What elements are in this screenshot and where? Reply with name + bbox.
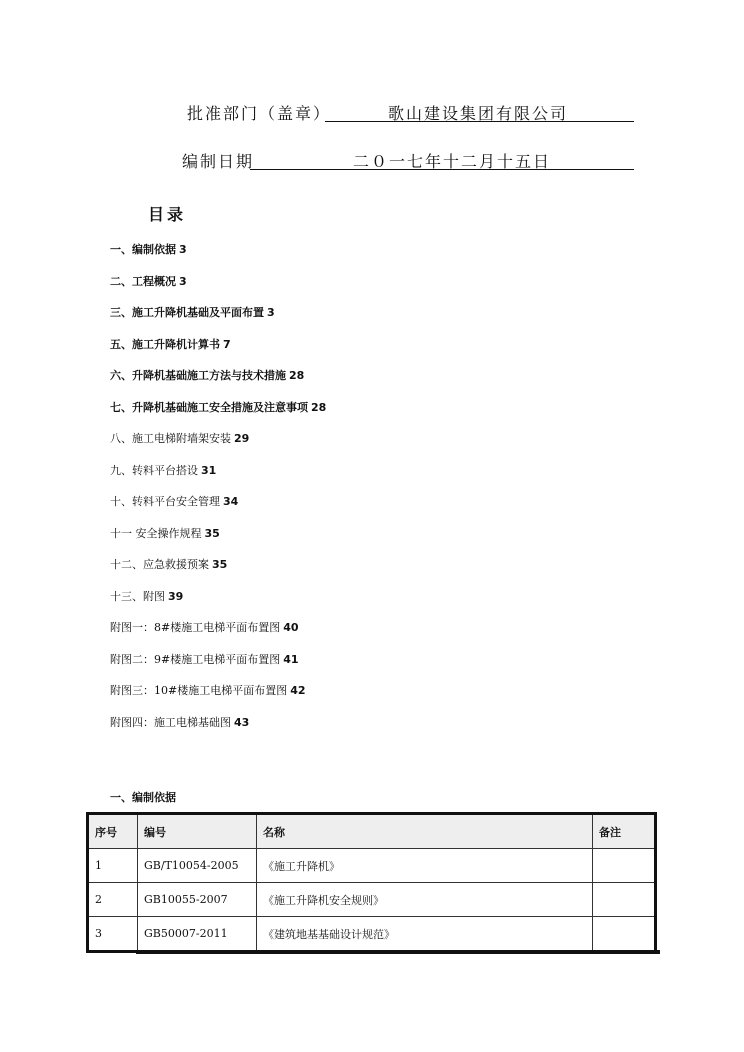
header-cell: 备注 <box>593 814 656 849</box>
toc-item-page: 3 <box>179 274 187 288</box>
date-label: 编制日期 <box>182 152 255 171</box>
table-cell: GB/T10054-2005 <box>138 849 257 883</box>
toc-item-page: 3 <box>267 306 275 319</box>
toc-item[interactable] <box>110 336 231 352</box>
toc-item-page: 41 <box>283 652 299 666</box>
toc-item[interactable] <box>110 304 275 320</box>
toc-item-label: 九、转料平台搭设 <box>110 463 198 477</box>
toc-item-page: 7 <box>223 337 231 351</box>
toc-item-label: 十三、附图 <box>110 589 165 603</box>
toc-item-label: 十一 安全操作规程 <box>110 526 202 540</box>
toc-item-page: 29 <box>234 432 250 445</box>
toc-item-label: 附图一：8#楼施工电梯平面布置图 <box>110 621 281 634</box>
toc-item-page: 39 <box>168 589 184 603</box>
table-cell: 3 <box>88 917 138 952</box>
toc-item-label: 七、升降机基础施工安全措施及注意事项 <box>110 400 308 414</box>
toc-item[interactable] <box>110 556 227 572</box>
table-cell: GB10055-2007 <box>138 883 257 917</box>
toc-item-label: 十二、应急救援预案 <box>110 558 209 571</box>
table-shadow <box>136 950 660 954</box>
toc-item[interactable] <box>110 367 304 383</box>
toc-item-label: 二、工程概况 <box>110 274 176 288</box>
toc-item[interactable] <box>110 588 183 604</box>
toc-item[interactable] <box>110 682 306 698</box>
toc-item[interactable] <box>110 430 249 446</box>
reference-table <box>86 812 657 953</box>
toc-item[interactable] <box>110 651 299 667</box>
approval-underline <box>325 121 634 122</box>
table-cell <box>593 883 656 917</box>
table-cell: GB50007-2011 <box>138 917 257 952</box>
table-cell: 2 <box>88 883 138 917</box>
header-cell: 编号 <box>138 814 257 849</box>
toc-item-page: 3 <box>179 243 187 256</box>
toc-item-label: 附图二：9#楼施工电梯平面布置图 <box>110 652 281 666</box>
toc-item-label: 附图三：10#楼施工电梯平面布置图 <box>110 684 288 697</box>
date-underline <box>250 169 634 170</box>
table-cell: 《施工升降机》 <box>257 849 593 883</box>
toc-item[interactable] <box>110 714 249 730</box>
table-row <box>88 883 656 917</box>
table-cell <box>593 849 656 883</box>
toc-item[interactable] <box>110 241 187 257</box>
toc-item-page: 35 <box>212 558 228 571</box>
table-cell: 1 <box>88 849 138 883</box>
toc-item[interactable] <box>110 273 187 289</box>
toc-item[interactable] <box>110 399 326 415</box>
toc-item-page: 35 <box>204 526 220 540</box>
table-cell <box>593 917 656 952</box>
approval-value: 歌山建设集团有限公司 <box>388 104 569 123</box>
toc-item-label: 六、升降机基础施工方法与技术措施 <box>110 369 286 382</box>
toc-item-label: 八、施工电梯附墙架安装 <box>110 432 231 445</box>
table-cell: 《施工升降机安全规则》 <box>257 883 593 917</box>
toc-item-label: 附图四：施工电梯基础图 <box>110 715 231 729</box>
toc-item-page: 34 <box>223 495 239 508</box>
toc-item-label: 一、编制依据 <box>110 243 176 256</box>
toc-item[interactable] <box>110 525 220 541</box>
toc-item[interactable] <box>110 462 216 478</box>
section-heading: 一、编制依据 <box>110 791 176 804</box>
toc-item-label: 五、施工升降机计算书 <box>110 337 220 351</box>
toc-item-page: 31 <box>201 463 217 477</box>
toc-item-page: 28 <box>289 369 305 382</box>
header-cell: 名称 <box>257 814 593 849</box>
table-cell: 《建筑地基基础设计规范》 <box>257 917 593 952</box>
toc-item-label: 三、施工升降机基础及平面布置 <box>110 306 264 319</box>
toc-item[interactable] <box>110 619 299 635</box>
toc-item[interactable] <box>110 493 238 509</box>
header-cell: 序号 <box>88 814 138 849</box>
toc-item-label: 十、转料平台安全管理 <box>110 495 220 508</box>
toc-item-page: 28 <box>311 400 327 414</box>
approval-label: 批准部门（盖章） <box>187 104 332 123</box>
toc-item-page: 43 <box>234 715 250 729</box>
date-value: 二０一七年十二月十五日 <box>353 152 552 171</box>
toc-item-page: 40 <box>283 621 299 634</box>
toc-item-page: 42 <box>290 684 306 697</box>
table-row <box>88 849 656 883</box>
toc-title: 目录 <box>148 205 187 224</box>
table-row <box>88 917 656 952</box>
